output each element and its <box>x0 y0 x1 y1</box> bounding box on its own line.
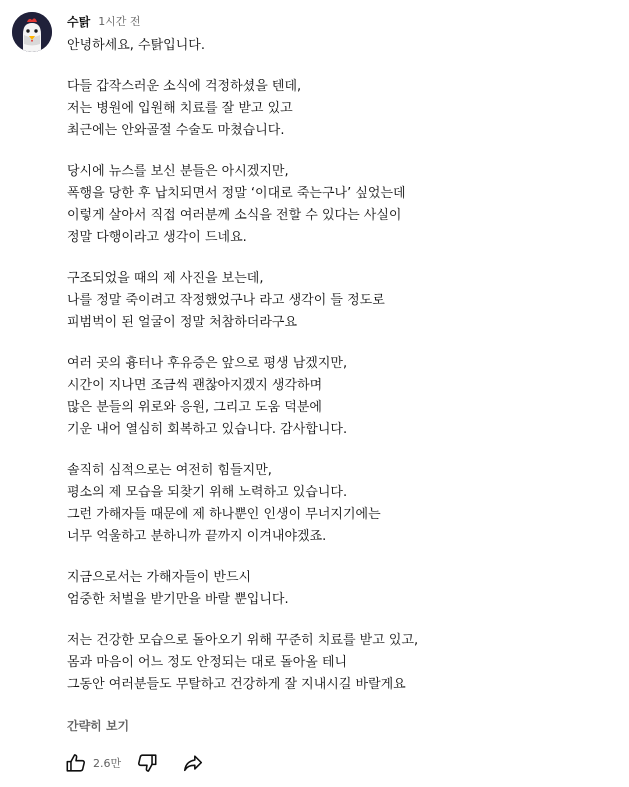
text-line: 피범벅이 된 얼굴이 정말 처참하더라구요 <box>67 315 298 330</box>
text-line: 평소의 제 모습을 되찾기 위해 노력하고 있습니다. <box>67 485 348 500</box>
paragraph <box>67 161 617 249</box>
text-line: 시간이 지나면 조금씩 괜찮아지겠지 생각하며 <box>67 378 323 393</box>
text-line: 여러 곳의 흉터나 후유증은 앞으로 평생 남겠지만, <box>67 356 348 371</box>
paragraph <box>67 567 617 611</box>
paragraph <box>67 268 617 334</box>
text-line: 너무 억울하고 분하니까 끝까지 이겨내야겠죠. <box>67 529 327 544</box>
share-button[interactable] <box>179 749 207 777</box>
text-line: 폭행을 당한 후 납치되면서 정말 ‘이대로 죽는구나’ 싶었는데 <box>67 186 406 201</box>
text-line: 나를 정말 죽이려고 작정했었구나 라고 생각이 들 정도로 <box>67 293 385 308</box>
text-line: 당시에 뉴스를 보신 분들은 아시겠지만, <box>67 164 289 179</box>
text-line: 안녕하세요, 수탉입니다. <box>67 38 205 53</box>
paragraph <box>67 353 617 441</box>
text-line: 구조되었을 때의 제 사진을 보는데, <box>67 271 264 286</box>
paragraph <box>67 460 617 548</box>
like-button[interactable] <box>62 749 90 777</box>
paragraph <box>67 35 617 57</box>
text-line: 기운 내어 열심히 회복하고 있습니다. 감사합니다. <box>67 422 348 437</box>
text-line: 솔직히 심적으로는 여전히 힘들지만, <box>67 463 272 478</box>
text-line: 저는 병원에 입원해 치료를 잘 받고 있고 <box>67 101 293 116</box>
like-count: 2.6만 <box>93 757 122 770</box>
text-line: 엄중한 처벌을 받기만을 바랄 뿐입니다. <box>67 592 289 607</box>
timestamp[interactable]: 1시간 전 <box>98 15 141 28</box>
dislike-button[interactable] <box>133 749 161 777</box>
channel-avatar[interactable] <box>12 12 52 52</box>
text-line: 몸과 마음이 어느 정도 안정되는 대로 돌아올 테니 <box>67 655 348 670</box>
comment-header <box>67 12 141 30</box>
thumbs-down-icon <box>136 752 158 774</box>
text-line: 다들 갑작스러운 소식에 걱정하셨을 텐데, <box>67 79 302 94</box>
paragraph <box>67 630 617 696</box>
text-line: 많은 분들의 위로와 응원, 그리고 도움 덕분에 <box>67 400 322 415</box>
show-less-button[interactable]: 간략히 보기 <box>67 719 130 733</box>
text-line: 그런 가해자들 때문에 제 하나뿐인 인생이 무너지기에는 <box>67 507 381 522</box>
text-line: 지금으로서는 가해자들이 반드시 <box>67 570 252 585</box>
thumbs-up-icon <box>65 752 87 774</box>
comment-text <box>67 35 617 715</box>
paragraph <box>67 76 617 142</box>
share-icon <box>182 752 204 774</box>
text-line: 최근에는 안와골절 수술도 마쳤습니다. <box>67 123 285 138</box>
chicken-avatar-icon <box>12 12 52 52</box>
action-bar <box>62 747 207 779</box>
author-name[interactable]: 수탉 <box>67 14 91 29</box>
text-line: 이렇게 살아서 직접 여러분께 소식을 전할 수 있다는 사실이 <box>67 208 402 223</box>
text-line: 그동안 여러분들도 무탈하고 건강하게 잘 지내시길 바랄게요 <box>67 677 406 692</box>
text-line: 정말 다행이라고 생각이 드네요. <box>67 230 247 245</box>
text-line: 저는 건강한 모습으로 돌아오기 위해 꾸준히 치료를 받고 있고, <box>67 633 419 648</box>
